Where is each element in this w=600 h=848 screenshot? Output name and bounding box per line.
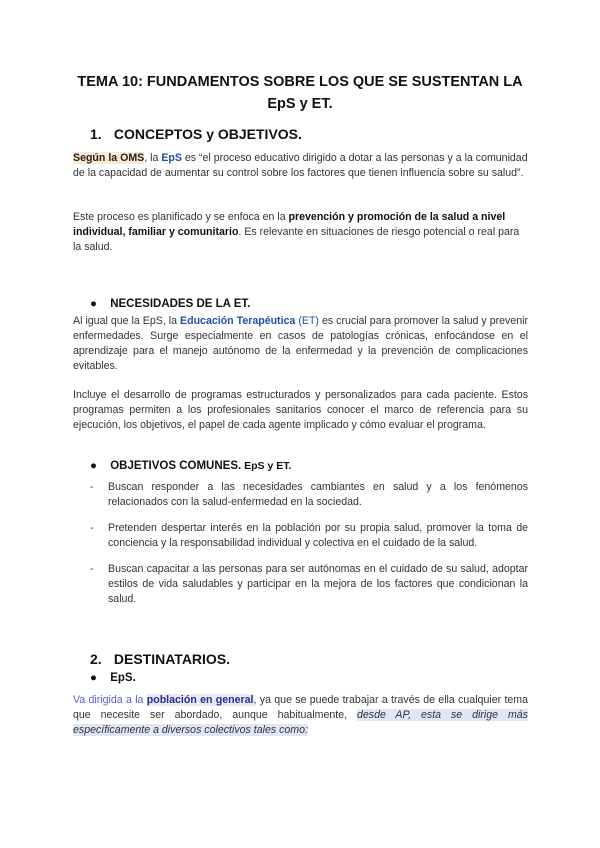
bullet-dot-icon: ● [90, 298, 97, 310]
section-1-number: 1. [90, 126, 102, 142]
bullet-objetivos [90, 460, 291, 472]
section-2-number: 2. [90, 651, 102, 667]
p3-text-a: Al igual que la EpS, la [73, 315, 181, 327]
paragraph-process [73, 210, 528, 255]
prevention-emphasis: prevención y promoción de la salud a nivel individual, familiar y comunitario [73, 211, 506, 238]
poblacion-emphasis: población en general [146, 694, 254, 706]
ap-highlight: desde AP, esta se dirige más específicamente a diversos colectivos tales como: [73, 709, 528, 736]
et-abbrev: (ET) [295, 315, 319, 327]
paragraph-et [73, 314, 528, 374]
bullet-eps-title: EpS. [110, 672, 136, 684]
list-item-text: Buscan responder a las necesidades cambiantes en salud y a los fenómenos relacionados con la salud-enfermedad en la sociedad. [108, 481, 528, 508]
paragraph-destinatarios [73, 693, 528, 738]
list-item [90, 480, 528, 510]
paragraph-programs: Incluye el desarrollo de programas estructurados y personalizados para cada paciente. Estos programas permiten a los profesionales sanitarios conocer el marco de referencia para su ejecución, los objetivos, el papel de cada agente implicado y cómo evaluar el programa. [73, 389, 528, 431]
bullet-objetivos-suffix: EpS y ET. [241, 460, 292, 472]
section-2-heading [90, 651, 230, 667]
p2-text-c: . Es relevante en situaciones de riesgo potencial o real para la salud. [73, 226, 520, 253]
dash-marker: - [90, 522, 94, 534]
bullet-objetivos-title: OBJETIVOS COMUNES. [110, 460, 242, 472]
bullet-necesidades [90, 298, 250, 310]
dash-marker: - [90, 563, 94, 575]
title-line-2: EpS y ET. [267, 96, 333, 112]
bullet-necesidades-title: NECESIDADES DE LA ET. [110, 298, 251, 310]
bullet-dot-icon: ● [90, 672, 97, 684]
dash-marker: - [90, 481, 94, 493]
title-line-1: TEMA 10: FUNDAMENTOS SOBRE LOS QUE SE SUSTENTAN LA [77, 74, 523, 90]
p5-text-a: Va dirigida a la [73, 694, 147, 706]
list-item [90, 562, 528, 607]
p1-text-d: es “el proceso educativo dirigido a dotar a las personas y a la comunidad de la capacidad de aumentar su control sobre los factores que tienen influencia sobre su salud”. [73, 152, 528, 179]
oms-highlight: Según la OMS [73, 152, 145, 164]
section-1-heading [90, 126, 302, 142]
p5-text-c: , ya que se puede trabajar a través de ella cualquier tema que necesite ser abordado, aunque habitualmente, [73, 694, 528, 721]
bullet-dot-icon: ● [90, 460, 97, 472]
paragraph-definition [73, 151, 528, 181]
bullet-eps [90, 672, 136, 684]
p2-text-a: Este proceso es planificado y se enfoca en la [73, 211, 289, 223]
et-term: Educación Terapéutica [180, 315, 296, 327]
section-2-title: DESTINATARIOS. [113, 651, 231, 667]
document-title [60, 71, 540, 115]
section-1-title: CONCEPTOS y OBJETIVOS. [113, 126, 302, 142]
list-item [90, 521, 528, 551]
p3-text-d: es crucial para promover la salud y prevenir enfermedades. Surge especialmente en casos de patologías crónicas, enfocándose en el aprendizaje para el manejo autónomo de la enfermedad y la prevención de complicaciones evitables. [73, 315, 528, 372]
p1-text-b: , la [144, 152, 162, 164]
list-item-text: Buscan capacitar a las personas para ser autónomas en el cuidado de su salud, adoptar estilos de vida saludables y participar en la mejora de los factores que condicionan la salud. [108, 563, 528, 605]
eps-term: EpS [161, 152, 182, 164]
list-item-text: Pretenden despertar interés en la población por su propia salud, promover la toma de conciencia y la responsabilidad individual y colectiva en el cuidado de la salud. [108, 522, 528, 549]
